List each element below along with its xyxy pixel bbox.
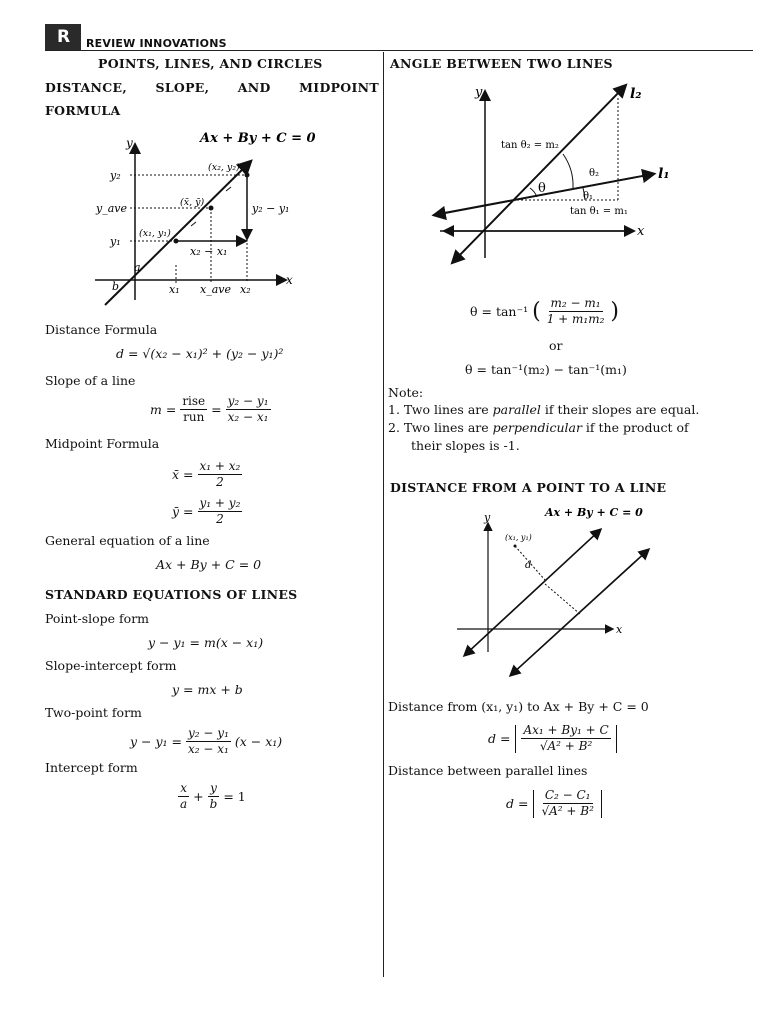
distance-formula-label: Distance Formula [45, 322, 158, 337]
note-item-2-cont: their slopes is -1. [411, 438, 520, 453]
tick-label: x₂ [240, 283, 251, 296]
frac-num: y₂ − y₁ [188, 726, 229, 740]
tick-label: x_ave [200, 283, 231, 296]
column-divider [383, 52, 384, 977]
frac-den: b [209, 797, 218, 811]
section-heading-distance [45, 80, 379, 95]
note-emphasis: perpendicular [492, 420, 582, 435]
tp-lhs: y − y₁ = [130, 734, 183, 749]
heading-word: SLOPE, [155, 80, 210, 95]
general-equation: Ax + By + C = 0 [156, 557, 262, 572]
distance-point-line-label: Distance from (x₁, y₁) to Ax + By + C = 0 [388, 699, 649, 714]
line-segment-figure [90, 125, 340, 315]
y-intercept-label: b [112, 280, 120, 293]
heading-word: MIDPOINT [299, 80, 379, 95]
mid-x-lhs: x̄ = [172, 467, 194, 482]
point-label: (x̄, ȳ) [180, 197, 205, 208]
tick-label: y₁ [110, 235, 121, 248]
axis-label-x: x [286, 273, 293, 287]
heading-word: DISTANCE, [45, 80, 127, 95]
line-label-l2: l₂ [630, 86, 642, 102]
note-emphasis: parallel [492, 402, 541, 417]
line-equation-label: Ax + By + C = 0 [545, 506, 643, 519]
delta-x-label: x₂ − x₁ [190, 245, 228, 258]
point-label: (x₂, y₂) [208, 162, 240, 173]
theta-label: θ [538, 181, 546, 196]
midpoint-y-formula [172, 496, 242, 527]
frac-num: y [210, 781, 217, 795]
page-title: POINTS, LINES, AND CIRCLES [98, 56, 323, 71]
note-label: Note: [388, 385, 424, 400]
heading-word: AND [237, 80, 271, 95]
line-equation-label: Ax + By + C = 0 [200, 131, 316, 146]
point-label: (x₁, y₁) [139, 228, 171, 239]
or-label: or [549, 338, 563, 353]
frac-num: rise [182, 394, 206, 408]
point-slope-eq: y − y₁ = m(x − x₁) [148, 635, 264, 650]
slope-intercept-eq: y = mx + b [172, 682, 243, 697]
angle-figure [425, 78, 675, 268]
frac-num: m₂ − m₁ [550, 296, 601, 310]
tan-theta1-label: tan θ₁ = m₁ [570, 206, 628, 217]
frac-den: 1 + m₁m₂ [546, 312, 605, 326]
angle-formula: θ = tan⁻¹ ( $\frac{\text{m₂ − m₁}}{\text{1 + m₁m₂}}$ ) [470, 296, 619, 326]
angle-lhs: θ = tan⁻¹ [470, 304, 529, 319]
frac-num: Ax₁ + By₁ + C [523, 723, 609, 737]
section-heading-standard: STANDARD EQUATIONS OF LINES [45, 587, 298, 602]
note-text: 1. Two lines are [388, 402, 493, 417]
theta2-label: θ₂ [589, 168, 600, 179]
slope-label: Slope of a line [45, 373, 136, 388]
axis-label-y: y [126, 136, 133, 150]
frac-den: x₂ − x₁ [188, 742, 229, 756]
slope-lhs: m = [150, 402, 177, 417]
angle-alt-formula: θ = tan⁻¹(m₂) − tan⁻¹(m₁) [465, 362, 627, 377]
tick-label: x₁ [169, 283, 180, 296]
intercept-label: Intercept form [45, 760, 138, 775]
distance-parallel-formula [506, 788, 603, 819]
intercept-eq [178, 781, 246, 812]
delta-y-label: y₂ − y₁ [252, 202, 290, 215]
note-item-2 [388, 420, 689, 435]
frac-den: 2 [216, 512, 224, 526]
plus-sign: + [193, 789, 204, 804]
frac-num: x [180, 781, 187, 795]
axis-label-x: x [637, 224, 645, 239]
general-equation-label: General equation of a line [45, 533, 210, 548]
two-point-eq [130, 726, 282, 757]
mid-y-lhs: ȳ = [172, 504, 194, 519]
midpoint-label: Midpoint Formula [45, 436, 160, 451]
frac-den: 2 [216, 475, 224, 489]
intercept-rhs: = 1 [223, 789, 246, 804]
axis-label-y: y [475, 85, 483, 100]
logo: R [45, 24, 81, 50]
axis-label-x: x [616, 623, 623, 636]
line-label-l1: l₁ [658, 166, 670, 182]
note-item-1 [388, 402, 699, 417]
x-intercept-label: a [134, 261, 141, 274]
tp-rhs: (x − x₁) [234, 734, 283, 749]
section-heading-formula: FORMULA [45, 103, 121, 118]
frac-num: y₂ − y₁ [227, 394, 269, 408]
frac-den: run [183, 410, 205, 424]
two-point-label: Two-point form [45, 705, 142, 720]
distance-formula: d = √(x₂ − x₁)² + (y₂ − y₁)² [116, 346, 284, 361]
dist-lhs: d = [506, 796, 529, 811]
dist-lhs: d = [488, 731, 511, 746]
brand-name: REVIEW INNOVATIONS [86, 37, 227, 50]
frac-num: x₁ + x₂ [199, 459, 241, 473]
theta1-label: θ₁ [583, 191, 594, 202]
tick-label: y₂ [110, 169, 121, 182]
frac-num: y₁ + y₂ [199, 496, 241, 510]
frac-den: x₂ − x₁ [227, 410, 269, 424]
frac-den: √A² + B² [541, 804, 594, 818]
frac-num: C₂ − C₁ [544, 788, 591, 802]
note-text: 2. Two lines are [388, 420, 493, 435]
axis-label-y: y [484, 511, 491, 524]
header-rule [45, 50, 753, 51]
midpoint-x-formula [172, 459, 242, 490]
distance-label: d [525, 560, 532, 571]
slope-formula: m = $\frac{\text{rise}}{\text{run}}$ = $\frac{\text{y₂ − y₁}}{\text{x₂ − x₁}}$ [150, 394, 269, 424]
distance-parallel-label: Distance between parallel lines [388, 763, 588, 778]
note-text: if their slopes are equal. [540, 402, 700, 417]
section-heading-angle: ANGLE BETWEEN TWO LINES [390, 56, 613, 71]
tan-theta2-label: tan θ₂ = m₂ [501, 140, 559, 151]
section-heading-point-line: DISTANCE FROM A POINT TO A LINE [390, 480, 667, 495]
tick-label: y_ave [96, 202, 127, 215]
frac-den: a [180, 797, 188, 811]
slope-intercept-label: Slope-intercept form [45, 658, 177, 673]
distance-point-line-formula [488, 723, 618, 754]
note-text: if the product of [581, 420, 689, 435]
point-line-figure [452, 502, 667, 687]
point-label: (x₁, y₁) [505, 533, 532, 542]
point-slope-label: Point-slope form [45, 611, 150, 626]
frac-den: √A² + B² [539, 739, 593, 753]
